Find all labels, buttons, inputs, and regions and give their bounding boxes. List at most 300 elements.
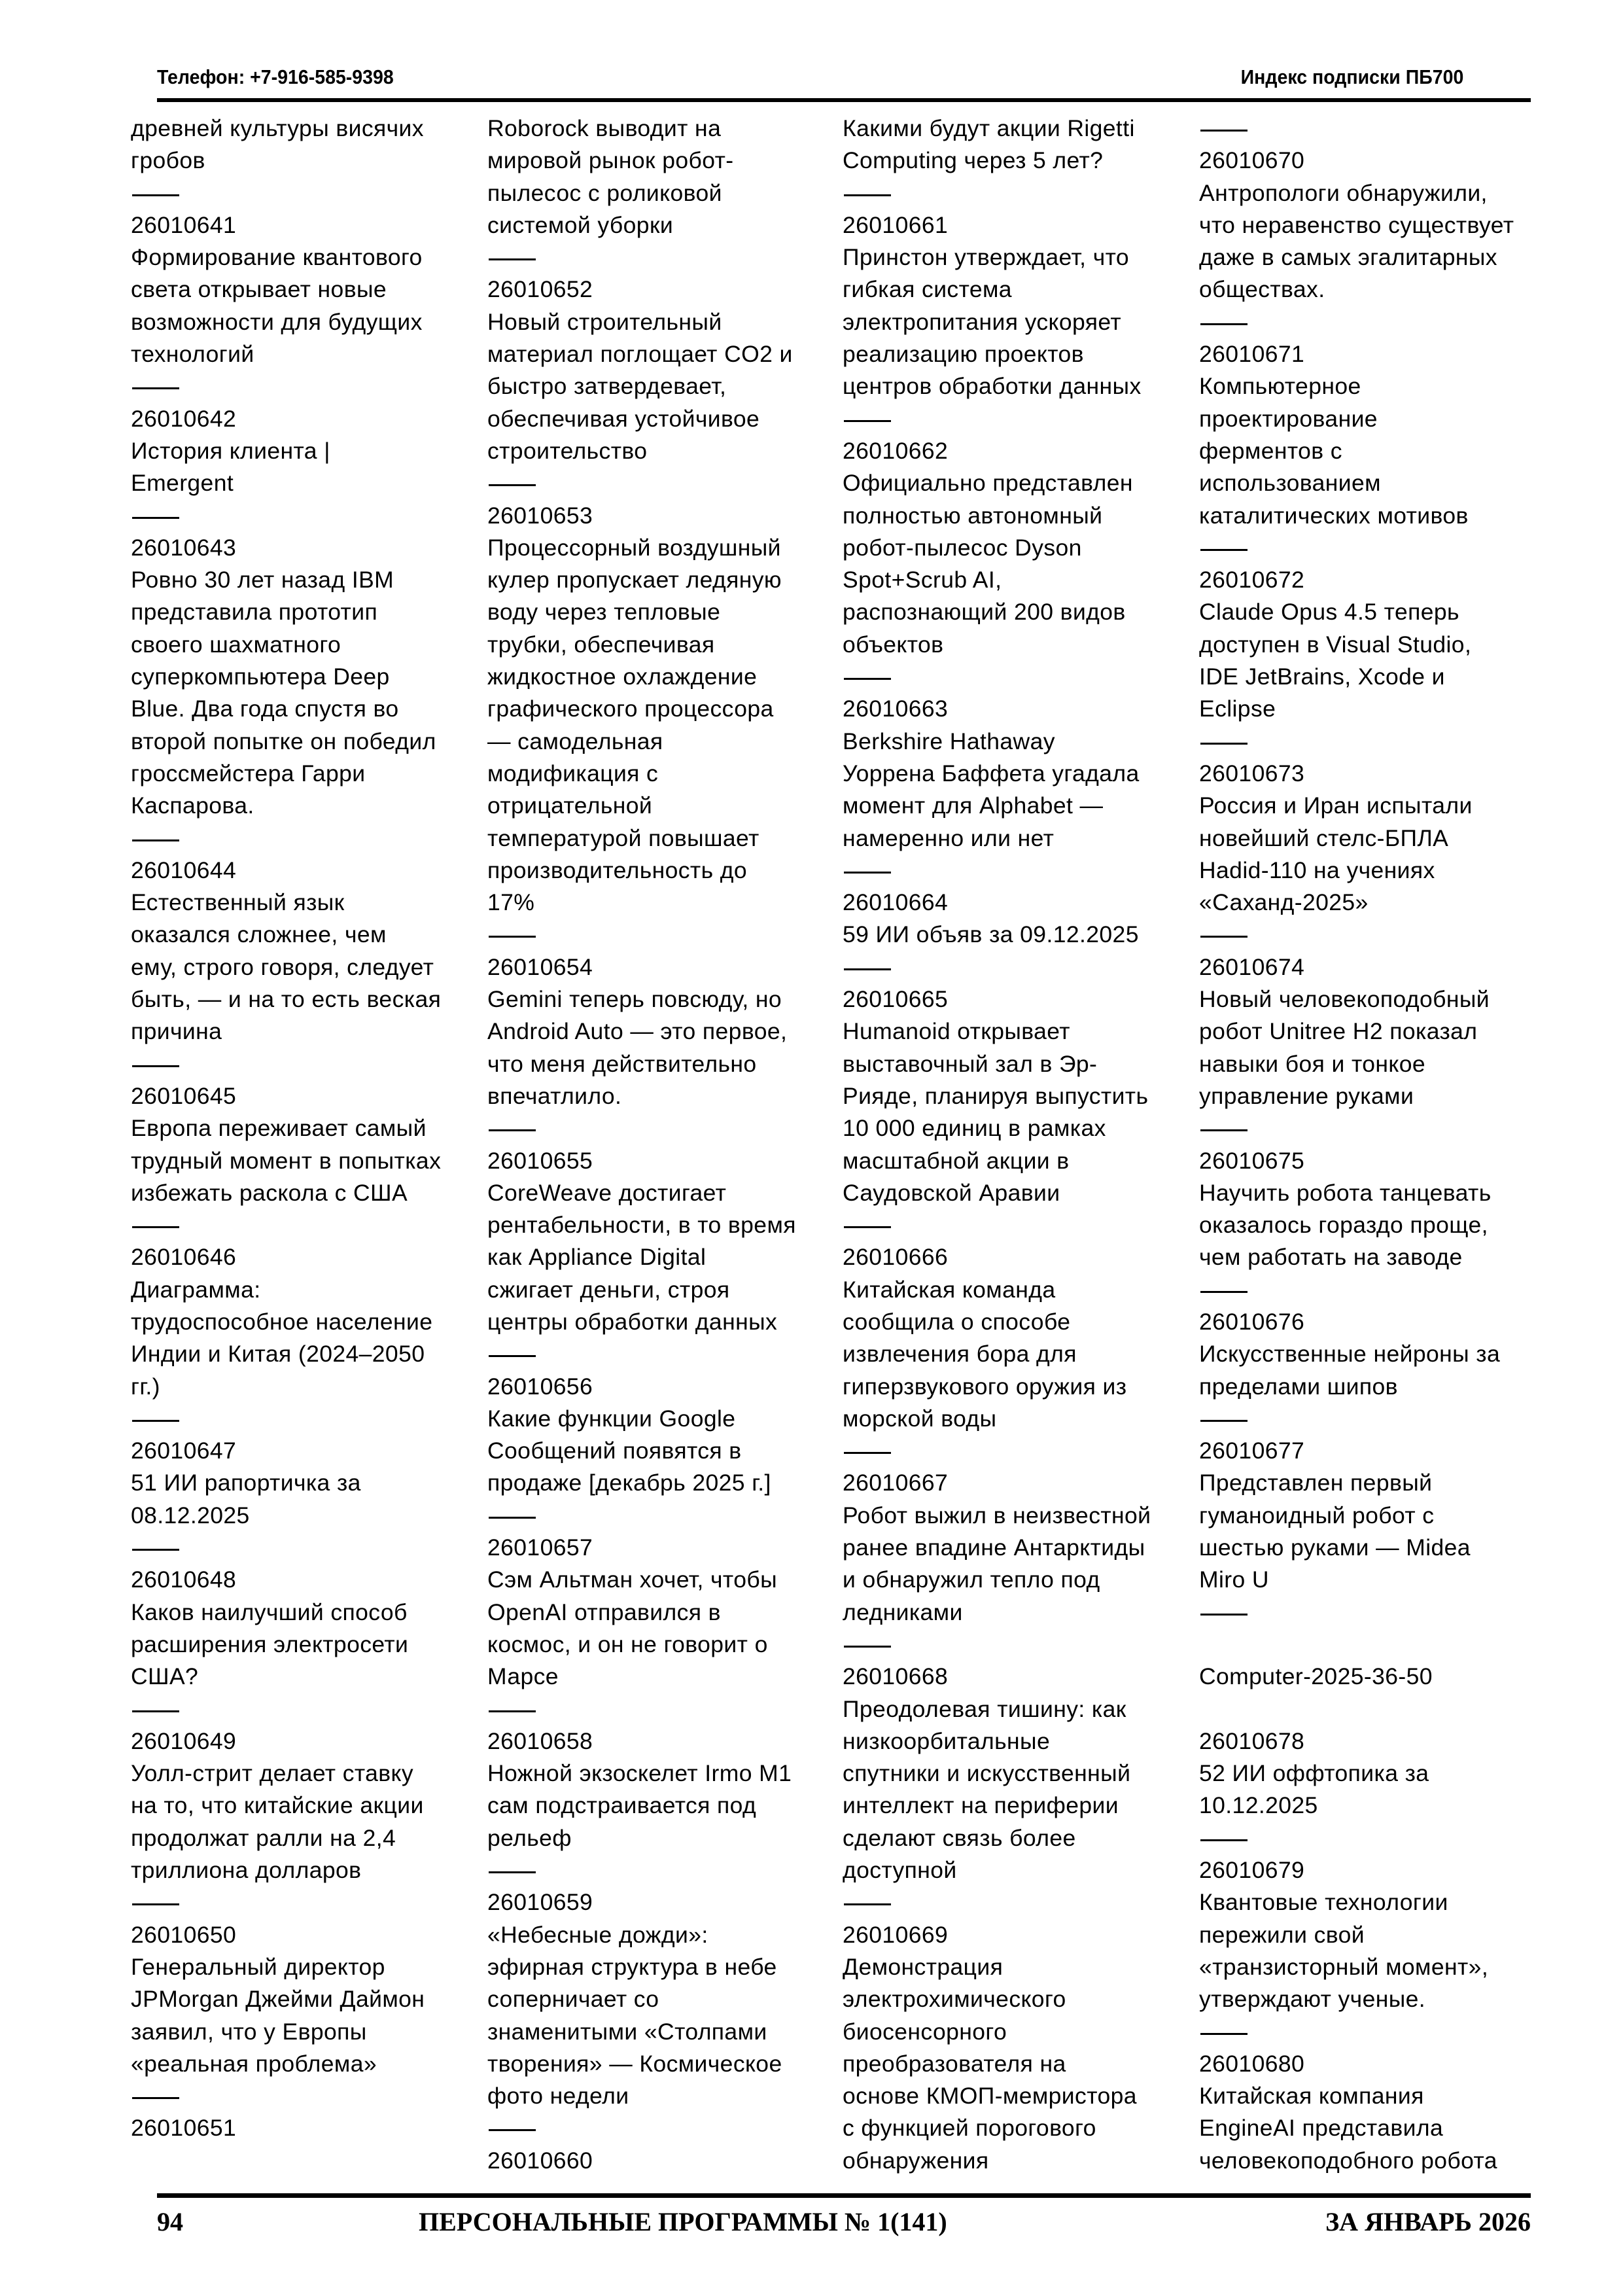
- entry-title-line: продолжат ралли на 2,4: [131, 1824, 396, 1851]
- entry-title-line: ему, строго говоря, следует: [131, 953, 434, 980]
- news-entry: [843, 1919, 1183, 2177]
- entry-title-line: центров обработки данных: [843, 373, 1142, 400]
- entry-id: 26010668: [843, 1663, 949, 1690]
- entry-title-line: гуманоидный робот с: [1199, 1502, 1435, 1528]
- entry-title-line: пережили свой: [1199, 1921, 1365, 1948]
- entry-title-line: воду через тепловые: [487, 599, 721, 626]
- entry-title-line: «Небесные дожди»:: [487, 1921, 708, 1948]
- publication-title: ПЕРСОНАЛЬНЫЕ ПРОГРАММЫ № 1(141): [419, 2207, 947, 2236]
- news-entry: [843, 887, 1183, 951]
- entry-title-line: оказался сложнее, чем: [131, 921, 387, 948]
- entry-title-line: навыки боя и тонкое: [1199, 1050, 1426, 1077]
- entry-title-line: гроссмейстера Гарри: [131, 760, 366, 786]
- news-entry: [131, 1241, 471, 1402]
- entry-title-line: возможности для будущих: [131, 308, 423, 335]
- entry-title-line: заявил, что у Европы: [131, 2018, 367, 2045]
- entry-title-line: спутники и искусственный: [843, 1760, 1131, 1787]
- text-block: [1199, 1661, 1539, 1693]
- entry-separator: [843, 951, 1183, 983]
- entry-id: 26010676: [1199, 1308, 1305, 1335]
- entry-title-line: быть, — и на то есть веская: [131, 986, 442, 1013]
- entry-title-line: Китайская компания: [1199, 2083, 1424, 2110]
- entry-id: 26010645: [131, 1082, 237, 1109]
- entry-title-line: Какие функции Google: [487, 1405, 736, 1432]
- entry-title-line: жидкостное охлаждение: [487, 663, 758, 690]
- entry-separator: [1199, 1112, 1539, 1144]
- entry-title-line: отрицательной: [487, 792, 653, 819]
- page-number: 94: [157, 2207, 183, 2236]
- news-entry: [487, 951, 828, 1112]
- entry-title-line: трудный момент в попытках: [131, 1147, 442, 1174]
- blank-line: [1199, 1629, 1539, 1661]
- news-entry: [487, 1145, 828, 1339]
- entry-title-line: реализацию проектов: [843, 341, 1084, 368]
- entry-separator: [1199, 113, 1539, 145]
- entry-title-line: творения» — Космическое: [487, 2050, 782, 2077]
- news-entry: [131, 1725, 471, 1886]
- news-entry: [1199, 951, 1539, 1112]
- entry-separator: [487, 1338, 828, 1370]
- news-entry: [131, 403, 471, 500]
- entry-separator: [131, 1048, 471, 1080]
- entry-title-line: представила прототип: [131, 599, 378, 626]
- entry-separator: [1199, 2016, 1539, 2048]
- entry-title-line: Roborock выводит на: [487, 115, 722, 141]
- entry-id: 26010675: [1199, 1147, 1305, 1174]
- news-entry: [843, 693, 1183, 854]
- entry-title-line: низкоорбитальные: [843, 1727, 1051, 1754]
- entry-title-line: производительность до: [487, 857, 747, 883]
- entry-title-line: Формирование квантового: [131, 244, 423, 271]
- entry-title-line: робот Unitree H2 показал: [1199, 1018, 1478, 1045]
- news-entry: [1199, 338, 1539, 532]
- entry-separator: [1199, 1822, 1539, 1854]
- entry-title-line: робот-пылесос Dyson: [843, 534, 1082, 561]
- entry-separator: [131, 1403, 471, 1435]
- entry-separator: [487, 919, 828, 951]
- entry-title-line: Антропологи обнаружили,: [1199, 179, 1488, 206]
- page-footer: [157, 2206, 1531, 2246]
- entry-title-line: доступной: [843, 1857, 957, 1884]
- news-entry: [1199, 758, 1539, 919]
- entry-title-line: гробов: [131, 147, 205, 174]
- entry-title-line: что меня действительно: [487, 1050, 757, 1077]
- entry-id: 26010656: [487, 1373, 593, 1400]
- news-entry: [131, 1080, 471, 1209]
- header-phone: Телефон: +7-916-585-9398: [157, 65, 394, 88]
- entry-id: 26010671: [1199, 341, 1305, 368]
- column-3: [843, 113, 1183, 2177]
- entry-title-line: Miro U: [1199, 1566, 1269, 1593]
- blank-line: [1199, 1693, 1539, 1725]
- news-entry: [1199, 145, 1539, 306]
- entry-title-line: быстро затвердевает,: [487, 373, 727, 400]
- entry-title-line: строительство: [487, 437, 648, 464]
- entry-title-line: фото недели: [487, 2083, 629, 2110]
- entry-title-line: «транзисторный момент»,: [1199, 1953, 1489, 1980]
- news-entry: [131, 1435, 471, 1532]
- entry-title-line: сжигает деньги, строя: [487, 1276, 730, 1303]
- entry-separator: [131, 177, 471, 209]
- entry-id: 26010674: [1199, 953, 1305, 980]
- entry-title-line: Компьютерное: [1199, 373, 1361, 400]
- entry-title-line: причина: [131, 1018, 222, 1045]
- news-entry: [131, 1919, 471, 2080]
- entry-title-line: Сообщений появятся в: [487, 1438, 742, 1464]
- entry-title-line: Berkshire Hathaway: [843, 728, 1055, 754]
- entry-title-line: OpenAI отправился в: [487, 1598, 721, 1625]
- entry-title-line: модификация с: [487, 760, 659, 786]
- entry-separator: [843, 403, 1183, 435]
- entry-title-line: гиперзвукового оружия из: [843, 1373, 1127, 1400]
- entry-title-line: Россия и Иран испытали: [1199, 792, 1473, 819]
- entry-separator: [131, 1693, 471, 1725]
- entry-title-line: Сэм Альтман хочет, чтобы: [487, 1566, 777, 1593]
- entry-id: 26010643: [131, 534, 237, 561]
- entry-title-line: США?: [131, 1663, 199, 1690]
- entry-title-line: распознающий 200 видов: [843, 599, 1126, 626]
- entry-separator: [843, 1886, 1183, 1918]
- entry-id: 26010680: [1199, 2050, 1305, 2077]
- news-entry: [487, 274, 828, 467]
- entry-title-line: знаменитыми «Столпами: [487, 2018, 767, 2045]
- entry-title-line: Уолл-стрит делает ставку: [131, 1760, 414, 1787]
- entry-title-line: материал поглощает CO2 и: [487, 341, 793, 368]
- entry-separator: [131, 500, 471, 532]
- entry-title-line: 10.12.2025: [1199, 1792, 1318, 1819]
- entry-title-line: оказалось гораздо проще,: [1199, 1212, 1488, 1239]
- entry-title-line: суперкомпьютера Deep: [131, 663, 390, 690]
- entry-title-line: Новый человекоподобный: [1199, 986, 1490, 1013]
- entry-title-line: 51 ИИ рапортичка за: [131, 1470, 361, 1496]
- entry-title-line: «реальная проблема»: [131, 2050, 377, 2077]
- entry-title-line: Робот выжил в неизвестной: [843, 1502, 1151, 1528]
- entry-id: 26010679: [1199, 1857, 1305, 1884]
- column-2: [487, 113, 828, 2177]
- entry-title-line: JPMorgan Джейми Даймон: [131, 1986, 425, 2013]
- entry-id: 26010644: [131, 857, 237, 883]
- entry-title-line: Процессорный воздушный: [487, 534, 781, 561]
- entry-title-line: новейший стелс-БПЛА: [1199, 824, 1449, 851]
- entry-title-line: температурой повышает: [487, 824, 759, 851]
- entry-title-line: Computing через 5 лет?: [843, 147, 1104, 174]
- entry-separator: [1199, 1403, 1539, 1435]
- entry-title-line: продаже [декабрь 2025 г.]: [487, 1470, 771, 1496]
- entry-title-line: 17%: [487, 889, 535, 916]
- news-entry: [1199, 1435, 1539, 1596]
- entry-id: 26010658: [487, 1727, 593, 1754]
- entry-title-line: эфирная структура в небе: [487, 1953, 777, 1980]
- entry-title-line: с функцией порогового: [843, 2115, 1096, 2142]
- news-entry: [843, 983, 1183, 1209]
- entry-id: 26010646: [131, 1244, 237, 1271]
- entry-title-line: Диаграмма:: [131, 1276, 261, 1303]
- entry-title-line: 52 ИИ оффтопика за: [1199, 1760, 1429, 1787]
- entry-id: 26010662: [843, 437, 949, 464]
- news-entry: [1199, 1854, 1539, 2015]
- entry-title-line: Spot+Scrub AI,: [843, 567, 1002, 593]
- entry-title-line: IDE JetBrains, Xcode и: [1199, 663, 1445, 690]
- news-entry: [131, 855, 471, 1048]
- entry-separator: [1199, 919, 1539, 951]
- news-entry: [131, 209, 471, 370]
- entry-title-line: 10 000 единиц в рамках: [843, 1115, 1106, 1142]
- entry-title-line: преобразователя на: [843, 2050, 1066, 2077]
- entry-title-line: своего шахматного: [131, 631, 341, 658]
- news-entry: [1199, 1145, 1539, 1274]
- entry-title-line: Рияде, планируя выпустить: [843, 1082, 1149, 1109]
- entry-id: 26010673: [1199, 760, 1305, 786]
- entry-id: 26010666: [843, 1244, 949, 1271]
- text-block: [843, 113, 1183, 177]
- entry-id: 26010651: [131, 2115, 237, 2142]
- entry-title-line: электрохимического: [843, 1986, 1066, 2013]
- entry-title-line: интеллект на периферии: [843, 1792, 1119, 1819]
- entry-title-line: Представлен первый: [1199, 1470, 1433, 1496]
- entry-title-line: пылесос с роликовой: [487, 179, 722, 206]
- entry-title-line: впечатлило.: [487, 1082, 622, 1109]
- news-entry: [131, 1564, 471, 1693]
- entry-title-line: каталитических мотивов: [1199, 502, 1469, 529]
- entry-separator: [131, 1209, 471, 1241]
- news-entry: [487, 1371, 828, 1500]
- entry-title-line: 08.12.2025: [131, 1502, 250, 1528]
- entry-separator: [487, 467, 828, 499]
- entry-title-line: кулер пропускает ледяную: [487, 567, 782, 593]
- entry-title-line: Blue. Два года спустя во: [131, 696, 399, 722]
- entry-title-line: Европа переживает самый: [131, 1115, 427, 1142]
- entry-title-line: «Саханд-2025»: [1199, 889, 1369, 916]
- news-entry: [1199, 564, 1539, 725]
- entry-title-line: Китайская команда: [843, 1276, 1056, 1303]
- article-columns: [131, 113, 1537, 2180]
- entry-title-line: обнаружения: [843, 2147, 989, 2174]
- entry-title-line: света открывает новые: [131, 276, 387, 303]
- news-entry: [843, 1661, 1183, 1886]
- text-block: [487, 113, 828, 241]
- entry-title-line: гг.): [131, 1373, 160, 1400]
- entry-title-line: выставочный зал в Эр-: [843, 1050, 1098, 1077]
- entry-title-line: сделают связь более: [843, 1824, 1076, 1851]
- header-rule: [157, 98, 1531, 102]
- entry-title-line: рентабельности, в то время: [487, 1212, 796, 1239]
- entry-title-line: CoreWeave достигает: [487, 1179, 727, 1206]
- entry-title-line: Emergent: [131, 470, 234, 497]
- entry-separator: [843, 661, 1183, 693]
- entry-id: 26010664: [843, 889, 949, 916]
- issue-date: ЗА ЯНВАРЬ 2026: [1325, 2207, 1531, 2236]
- news-entry: [487, 1532, 828, 1693]
- entry-title-line: ранее впадине Антарктиды: [843, 1534, 1145, 1561]
- entry-title-line: обеспечивая устойчивое: [487, 405, 760, 432]
- entry-separator: [131, 370, 471, 402]
- entry-title-line: биосенсорного: [843, 2018, 1007, 2045]
- header-subscription-index: Индекс подписки ПБ700: [1240, 65, 1464, 88]
- entry-title-line: что неравенство существует: [1199, 211, 1514, 238]
- entry-title-line: намеренно или нет: [843, 824, 1055, 851]
- entry-id: 26010655: [487, 1147, 593, 1174]
- entry-title-line: Humanoid открывает: [843, 1018, 1070, 1045]
- entry-id: 26010661: [843, 211, 949, 238]
- news-entry: [1199, 1725, 1539, 1822]
- entry-separator: [843, 1629, 1183, 1661]
- entry-title-line: соперничает со: [487, 1986, 659, 2013]
- entry-title-line: Демонстрация: [843, 1953, 1003, 1980]
- news-entry: [131, 532, 471, 822]
- entry-title-line: извлечения бора для: [843, 1341, 1077, 1368]
- entry-title-line: Eclipse: [1199, 696, 1276, 722]
- entry-title-line: сообщила о способе: [843, 1308, 1071, 1335]
- entry-title-line: расширения электросети: [131, 1631, 409, 1657]
- entry-id: 26010677: [1199, 1438, 1305, 1464]
- entry-title-line: рельеф: [487, 1824, 572, 1851]
- entry-title-line: чем работать на заводе: [1199, 1244, 1463, 1271]
- column-4: [1199, 113, 1539, 2177]
- entry-separator: [487, 2112, 828, 2144]
- entry-id: 26010649: [131, 1727, 237, 1754]
- entry-title-line: графического процессора: [487, 696, 774, 722]
- entry-title-line: Марсе: [487, 1663, 559, 1690]
- entry-separator: [131, 1886, 471, 1918]
- entry-title-line: ледниками: [843, 1598, 963, 1625]
- entry-title-line: трубки, обеспечивая: [487, 631, 715, 658]
- entry-title-line: обществах.: [1199, 276, 1325, 303]
- news-entry: [843, 1241, 1183, 1435]
- entry-title-line: управление руками: [1199, 1082, 1414, 1109]
- entry-title-line: шестью руками — Midea: [1199, 1534, 1471, 1561]
- entry-title-line: и обнаружил тепло под: [843, 1566, 1100, 1593]
- column-1: [131, 113, 471, 2145]
- entry-id: 26010641: [131, 211, 237, 238]
- entry-id: 26010665: [843, 986, 949, 1013]
- entry-title-line: доступен в Visual Studio,: [1199, 631, 1472, 658]
- entry-title-line: второй попытке он победил: [131, 728, 436, 754]
- entry-title-line: масштабной акции в: [843, 1147, 1070, 1174]
- entry-separator: [487, 241, 828, 274]
- entry-title-line: 59 ИИ объяв за 09.12.2025: [843, 921, 1139, 948]
- news-entry: [843, 435, 1183, 661]
- entry-title-line: использованием: [1199, 470, 1381, 497]
- entry-title-line: пределами шипов: [1199, 1373, 1398, 1400]
- entry-separator: [843, 1435, 1183, 1467]
- news-entry: [131, 2112, 471, 2144]
- text-block: [131, 113, 471, 177]
- entry-separator: [131, 822, 471, 855]
- entry-title-line: электропитания ускоряет: [843, 308, 1122, 335]
- entry-title-line: Саудовской Аравии: [843, 1179, 1060, 1206]
- entry-title-line: центры обработки данных: [487, 1308, 778, 1335]
- entry-id: 26010660: [487, 2147, 593, 2174]
- entry-title-line: Каков наилучший способ: [131, 1598, 408, 1625]
- entry-title-line: Какими будут акции Rigetti: [843, 115, 1135, 141]
- entry-title-line: объектов: [843, 631, 944, 658]
- entry-id: 26010678: [1199, 1727, 1305, 1754]
- entry-separator: [131, 2080, 471, 2112]
- entry-id: 26010657: [487, 1534, 593, 1561]
- entry-id: 26010654: [487, 953, 593, 980]
- entry-id: 26010669: [843, 1921, 949, 1948]
- entry-title-line: Преодолевая тишину: как: [843, 1695, 1126, 1722]
- entry-title-line: Естественный язык: [131, 889, 345, 916]
- entry-title-line: Каспарова.: [131, 792, 254, 819]
- entry-separator: [1199, 306, 1539, 338]
- entry-title-line: Научить робота танцевать: [1199, 1179, 1492, 1206]
- entry-title-line: Gemini теперь повсюду, но: [487, 986, 782, 1013]
- entry-title-line: морской воды: [843, 1405, 997, 1432]
- entry-title-line: История клиента |: [131, 437, 330, 464]
- entry-id: 26010642: [131, 405, 237, 432]
- entry-separator: [487, 1500, 828, 1532]
- entry-separator: [843, 177, 1183, 209]
- entry-title-line: Hadid-110 на учениях: [1199, 857, 1435, 883]
- news-entry: [487, 2145, 828, 2177]
- entry-separator: [1199, 726, 1539, 758]
- entry-title-line: триллиона долларов: [131, 1857, 362, 1884]
- entry-id: 26010653: [487, 502, 593, 529]
- entry-title-line: Claude Opus 4.5 теперь: [1199, 599, 1459, 626]
- entry-separator: [1199, 532, 1539, 564]
- entry-separator: [487, 1854, 828, 1886]
- entry-title-line: Ровно 30 лет назад IBM: [131, 567, 394, 593]
- entry-title-line: Индии и Китая (2024–2050: [131, 1341, 425, 1368]
- entry-id: 26010672: [1199, 567, 1305, 593]
- news-entry: [1199, 2048, 1539, 2177]
- news-entry: [843, 209, 1183, 403]
- entry-title-line: — самодельная: [487, 728, 663, 754]
- entry-title-line: технологий: [131, 341, 254, 368]
- entry-title-line: мировой рынок робот-: [487, 147, 734, 174]
- entry-title-line: проектирование: [1199, 405, 1378, 432]
- entry-title-line: человекоподобного робота: [1199, 2147, 1497, 2174]
- entry-title-line: Новый строительный: [487, 308, 722, 335]
- entry-id: 26010667: [843, 1470, 949, 1496]
- entry-title-line: как Appliance Digital: [487, 1244, 707, 1271]
- entry-title-line: основе КМОП-мемристора: [843, 2083, 1137, 2110]
- entry-title-line: Генеральный директор: [131, 1953, 385, 1980]
- news-entry: [487, 1886, 828, 2112]
- entry-separator: [843, 1209, 1183, 1241]
- entry-id: 26010663: [843, 696, 949, 722]
- entry-title-line: EngineAI представила: [1199, 2115, 1444, 2142]
- entry-title-line: сам подстраивается под: [487, 1792, 757, 1819]
- entry-title-line: даже в самых эгалитарных: [1199, 244, 1497, 271]
- entry-title-line: утверждают ученые.: [1199, 1986, 1426, 2013]
- entry-separator: [131, 1532, 471, 1564]
- entry-title-line: Android Auto — это первое,: [487, 1018, 788, 1045]
- entry-title-line: ферментов с: [1199, 437, 1342, 464]
- entry-title-line: момент для Alphabet —: [843, 792, 1104, 819]
- entry-title-line: древней культуры висячих: [131, 115, 424, 141]
- entry-title-line: полностью автономный: [843, 502, 1103, 529]
- news-entry: [843, 1467, 1183, 1628]
- entry-title-line: Принстон утверждает, что: [843, 244, 1129, 271]
- news-entry: [487, 1725, 828, 1854]
- entry-title-line: Computer-2025-36-50: [1199, 1663, 1433, 1690]
- entry-separator: [1199, 1597, 1539, 1629]
- entry-title-line: системой уборки: [487, 211, 674, 238]
- news-entry: [487, 500, 828, 919]
- entry-separator: [843, 855, 1183, 887]
- entry-title-line: избежать раскола с США: [131, 1179, 408, 1206]
- entry-title-line: трудоспособное население: [131, 1308, 433, 1335]
- entry-title-line: Искусственные нейроны за: [1199, 1341, 1501, 1368]
- entry-separator: [1199, 1274, 1539, 1306]
- entry-id: 26010647: [131, 1438, 237, 1464]
- entry-id: 26010659: [487, 1889, 593, 1916]
- page-header: [157, 63, 1464, 92]
- entry-title-line: на то, что китайские акции: [131, 1792, 424, 1819]
- entry-separator: [487, 1693, 828, 1725]
